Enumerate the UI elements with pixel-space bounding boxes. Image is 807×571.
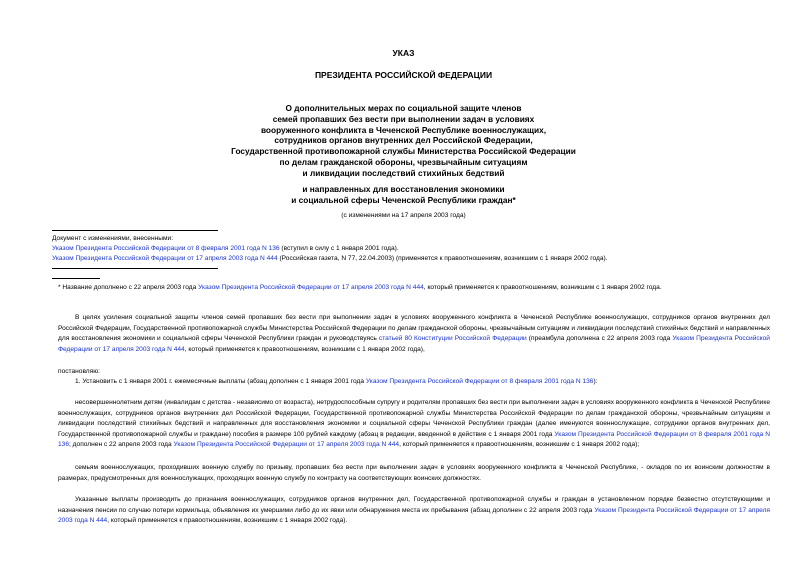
title-line: и ликвидации последствий стихийных бедствий	[302, 167, 505, 178]
decree-link-136[interactable]: Указом Президента Российской Федерации от 8 февраля 2001 года N 136	[58, 430, 770, 449]
amendment-note: (вступил в силу с 1 января 2001 года).	[279, 245, 399, 252]
title-line: семей пропавших без вести при выполнении задач в условиях	[272, 113, 535, 124]
decree-link-136[interactable]: Указом Президента Российской Федерации от 8 февраля 2001 года N 136	[365, 378, 594, 385]
revision-note: (с изменениями на 17 апреля 2003 года)	[341, 212, 466, 219]
title-line: и направленных для восстановления экономики	[302, 184, 505, 194]
amendment-link-444[interactable]: Указом Президента Российской Федерации от 17 апреля 2003 года N 444	[52, 255, 278, 262]
issuer-heading: ПРЕЗИДЕНТА РОССИЙСКОЙ ФЕДЕРАЦИИ	[314, 70, 493, 80]
amendment-link-136[interactable]: Указом Президента Российской Федерации от 8 февраля 2001 года N 136	[52, 245, 280, 252]
title-line: Государственной противопожарной службы Министерства Российской Федерации	[231, 146, 576, 157]
title-line: и социальной сферы Чеченской Республики граждан*	[291, 194, 516, 205]
footnote-link[interactable]: Указом Президента Российской Федерации от 17 апреля 2003 года N 444	[198, 284, 424, 291]
clause-1-paragraph-families: семьям военнослужащих, проходивших военную службу по призыву, пропавших без вести при выполнении задач в условиях вооруженного конфликта в Чеченской Республике, - окладов по их воинским должностям в размерах, предусмотренных для военнослужащих, проходящих военную службу по контракту на соответствующих воинских должностях.	[58, 464, 770, 482]
document-title-continued	[0, 184, 807, 206]
amendment-item	[52, 254, 608, 265]
decree-link-444[interactable]: Указом Президента Российской Федерации от 17 апреля 2003 года N 444	[173, 441, 400, 449]
title-line: по делам гражданской обороны, чрезвычайным ситуациям	[279, 156, 528, 167]
title-line: вооруженного конфликта в Чеченской Республике военнослужащих,	[260, 124, 547, 135]
amendment-note: (Российская газета, N 77, 22.04.2003) (применяется к правоотношениям, возникшим с 1 января 2002 года).	[277, 255, 608, 262]
clause-1-paragraph-minors: несовершеннолетним детям (инвалидам с детства - независимо от возраста), нетрудоспособным супругу и родителям пропавших без вести при выполнении задач в условиях вооруженного конфликта в Чеченской Республике военнослужащих, сотрудников органов внутренних дел Российской Федерации, Государственной противопожарной службы Министерства Российской Федерации по делам гражданской обороны, чрезвычайным ситуациям и ликвидации последствий стихийных бедствий и направленных для восстановления экономики и социальной сферы Чеченской Республики граждан (далее именуются военнослужащие, сотрудники органов внутренних дел, Государственной противопожарной службы и граждане) пособия в размере 100 рублей каждому (абзац в редакции, введенной в действие с 1 января 2001 года Указом Президента Российской Федерации от 8 февраля 2001 года N 136; дополнен с 22 апреля 2003 года Указом Президента Российской Федерации от 17 апреля 2003 года N 444, который применяется к правоотношениям, возникшим с 1 января 2002 года);	[58, 399, 770, 449]
clause-1-paragraph-duration: Указанные выплаты производить до признания военнослужащих, сотрудников органов внутренних дел, Государственной противопожарной службы и граждан в установленном порядке безвестно отсутствующими и назначения пенсии по случаю потери кормильца, объявления их умершими либо до их явки или обнаружения места их пребывания (абзац дополнен с 22 апреля 2003 года Указом Президента Российской Федерации от 17 апреля 2003 года N 444, который применяется к правоотношениям, возникшим с 1 января 2002 года).	[58, 496, 770, 525]
title-line: сотрудников органов внутренних дел Российской Федерации,	[274, 135, 533, 146]
decree-link-444[interactable]: Указом Президента Российской Федерации от 17 апреля 2003 года N 444	[58, 335, 770, 353]
amendment-item	[52, 244, 399, 255]
amendments-intro: Документ с изменениями, внесенными:	[52, 235, 174, 242]
divider	[52, 268, 218, 269]
preamble-paragraph: В целях усиления социальной защиты членов семей пропавших без вести при выполнении задач в условиях вооруженного конфликта в Чеченской Республике военнослужащих, сотрудников органов внутренних дел Российской Федерации, Государственной противопожарной службы Министерства Российской Федерации по делам гражданской обороны, чрезвычайным ситуациям и ликвидации последствий стихийных бедствий и направленных для восстановления экономики и социальной сферы Чеченской Республики граждан и руководствуясь статьей 80 Конституции Российской Федерации (преамбула дополнена с 22 апреля 2003 года Указом Президента Российской Федерации от 17 апреля 2003 года N 444, который применяется к правоотношениям, возникшим с 1 января 2002 года),	[58, 314, 770, 353]
decree-word: постановляю:	[58, 368, 101, 375]
decree-link-444[interactable]: Указом Президента Российской Федерации от 17 апреля 2003 года N 444	[58, 506, 770, 525]
divider	[52, 230, 218, 231]
document-title	[0, 103, 807, 179]
clause-1: 1. Установить с 1 января 2001 г. ежемесячные выплаты (абзац дополнен с 1 января 2001 года Указом Президента Российской Федерации от 8 февраля 2001 года N 136):	[75, 378, 598, 385]
document-type-heading: УКАЗ	[392, 48, 415, 58]
constitution-link[interactable]: статьей 80 Конституции Российской Федерации	[378, 335, 527, 343]
footnote-divider	[52, 278, 100, 279]
title-line: О дополнительных мерах по социальной защите членов	[285, 103, 522, 113]
footnote: * Название дополнено с 22 апреля 2003 года Указом Президента Российской Федерации от 17 апреля 2003 года N 444, который применяется к правоотношениям, возникшим с 1 января 2002 года.	[58, 284, 662, 291]
